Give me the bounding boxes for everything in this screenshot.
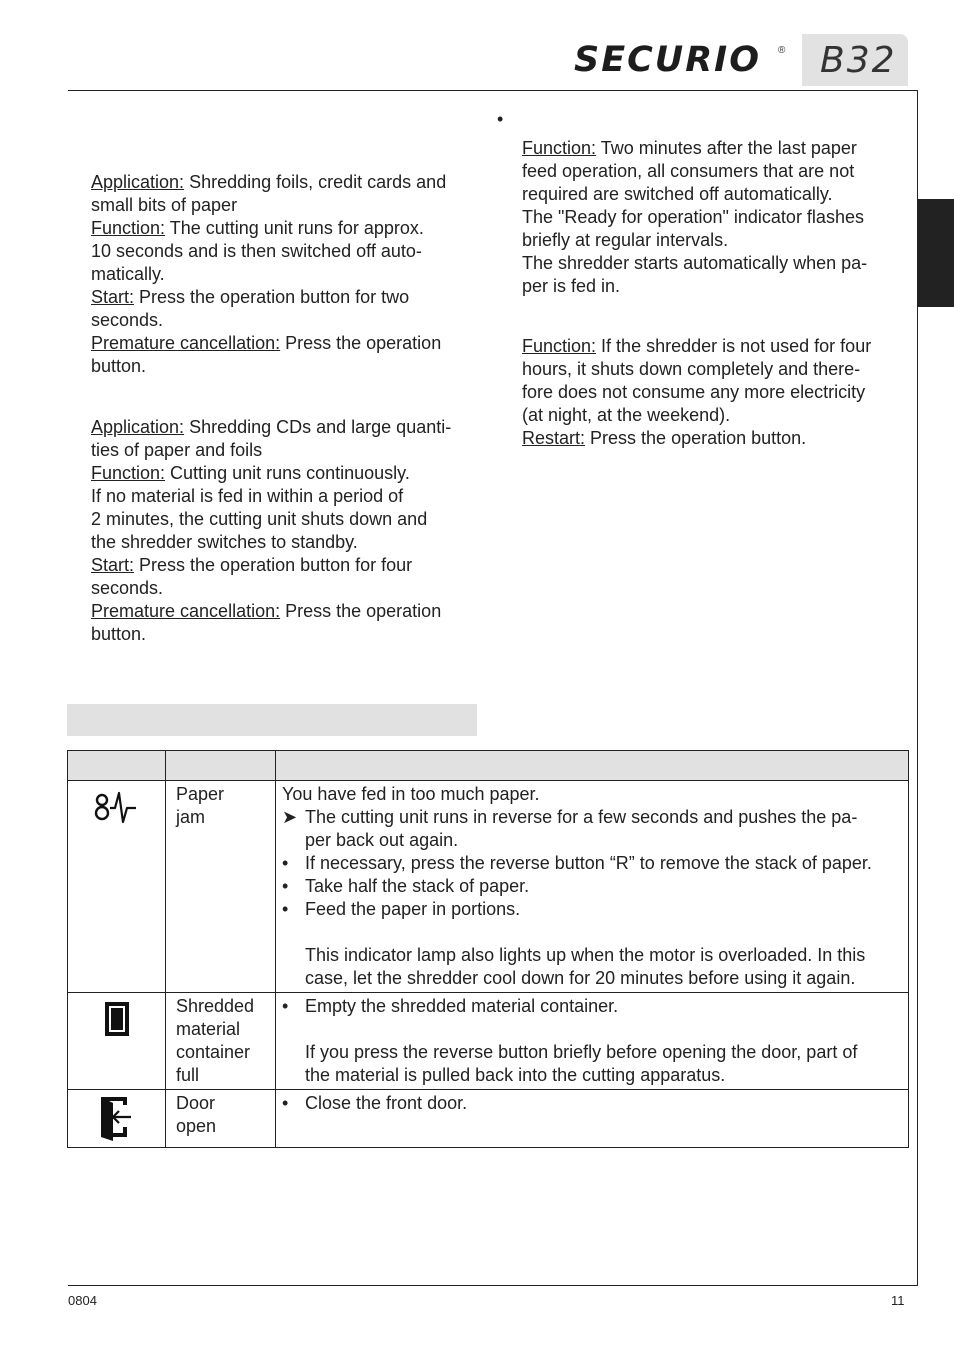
line-text: briefly at regular intervals.	[522, 230, 729, 250]
text-line	[522, 252, 912, 275]
right-block-2	[522, 335, 912, 450]
inline-label: Function:	[91, 218, 166, 238]
text-line	[91, 462, 481, 485]
text-line	[522, 229, 912, 252]
action-line: per back out again.	[305, 830, 459, 850]
bullet-text: Feed the paper in portions.	[305, 899, 521, 919]
line-text: button.	[91, 356, 147, 376]
inline-label: Function:	[522, 138, 597, 158]
line-text: fore does not consume any more electricity	[522, 382, 866, 402]
text-line	[522, 335, 912, 358]
table-row	[68, 993, 909, 1090]
text-line	[91, 485, 481, 508]
inline-label: Application:	[91, 417, 185, 437]
text-line	[91, 217, 481, 240]
line-text: The shredder starts automatically when pa-	[522, 253, 868, 273]
text-line	[522, 160, 912, 183]
text-line	[91, 240, 481, 263]
line-text: the shredder switches to standby.	[91, 532, 358, 552]
inline-label: Premature cancellation:	[91, 333, 281, 353]
action-line: If you press the reverse button briefly before opening the door, part of	[305, 1042, 858, 1062]
right-block-1	[522, 137, 912, 298]
inline-label: Premature cancellation:	[91, 601, 281, 621]
bullet-marker: •	[282, 996, 289, 1016]
status-line: Paper	[176, 784, 225, 804]
right-bullet: •	[497, 109, 504, 129]
action-cell	[276, 993, 909, 1090]
line-text: Shredding foils, credit cards and	[184, 172, 447, 192]
line-text: Cutting unit runs continuously.	[165, 463, 410, 483]
inline-label: Application:	[91, 172, 185, 192]
bullet-marker: •	[282, 1093, 289, 1113]
bullet-marker: •	[282, 876, 289, 896]
inline-label: Function:	[91, 463, 166, 483]
container-full-icon	[102, 999, 132, 1039]
text-line	[91, 309, 481, 332]
text-line	[91, 416, 481, 439]
line-text: Shredding CDs and large quanti-	[184, 417, 452, 437]
header-cell-symbol	[68, 751, 166, 781]
line-text: button.	[91, 624, 147, 644]
action-line	[282, 921, 902, 944]
action-cell	[276, 1090, 909, 1148]
inline-label: Start:	[91, 287, 135, 307]
table-row	[68, 781, 909, 993]
left-block-2	[91, 416, 481, 646]
bullet-line	[282, 875, 902, 898]
status-line: material	[176, 1019, 241, 1039]
line-text: matically.	[91, 264, 165, 284]
table-header-row	[68, 751, 909, 781]
section-tab	[918, 199, 954, 307]
page-number: 11	[891, 1293, 905, 1308]
header-cell-action	[276, 751, 909, 781]
indicator-table	[67, 750, 909, 1148]
action-line: This indicator lamp also lights up when the motor is overloaded. In this	[305, 945, 866, 965]
text-line	[522, 427, 912, 450]
text-line	[91, 577, 481, 600]
inline-label: Restart:	[522, 428, 586, 448]
text-line	[522, 206, 912, 229]
bullet-marker: •	[282, 853, 289, 873]
text-line	[91, 194, 481, 217]
symbol-cell	[68, 993, 166, 1090]
line-text: If the shredder is not used for four	[596, 336, 872, 356]
left-block-1	[91, 171, 481, 378]
status-line: container	[176, 1042, 251, 1062]
line-text: (at night, at the weekend).	[522, 405, 731, 425]
action-line: You have fed in too much paper.	[282, 784, 540, 804]
text-line	[522, 381, 912, 404]
text-line	[91, 263, 481, 286]
line-text: The "Ready for operation" indicator flashes	[522, 207, 864, 227]
text-line	[91, 286, 481, 309]
brand-logo: SECURIO	[574, 40, 761, 80]
status-line: open	[176, 1116, 217, 1136]
registered-mark: ®	[778, 45, 786, 56]
text-line	[91, 600, 481, 623]
line-text: If no material is fed in within a period of	[91, 486, 404, 506]
text-line	[522, 137, 912, 160]
line-text: feed operation, all consumers that are not	[522, 161, 855, 181]
line-text: per is fed in.	[522, 276, 621, 296]
text-line	[91, 439, 481, 462]
paper-jam-icon	[94, 789, 140, 829]
text-line	[522, 358, 912, 381]
line-text: 10 seconds and is then switched off auto-	[91, 241, 422, 261]
section-heading-bar	[67, 704, 477, 736]
text-line	[91, 531, 481, 554]
doc-code: 0804	[68, 1293, 97, 1308]
header-cell-status	[166, 751, 276, 781]
text-line	[522, 275, 912, 298]
text-line	[91, 623, 481, 646]
bullet-text: Take half the stack of paper.	[305, 876, 530, 896]
header-rule	[68, 90, 918, 91]
bullet-line	[282, 806, 902, 829]
status-cell	[166, 1090, 276, 1148]
inline-label: Function:	[522, 336, 597, 356]
line-text: The cutting unit runs for approx.	[165, 218, 424, 238]
bullet-line	[282, 995, 902, 1018]
door-open-icon	[97, 1093, 137, 1141]
model-name: B32	[820, 40, 897, 81]
status-line: jam	[176, 807, 206, 827]
action-cell	[276, 781, 909, 993]
action-line: case, let the shredder cool down for 20 minutes before using it again.	[305, 968, 856, 988]
bullet-marker: •	[282, 899, 289, 919]
bullet-line	[282, 898, 902, 921]
action-line	[282, 1018, 902, 1041]
line-text: Press the operation	[280, 333, 442, 353]
line-text: small bits of paper	[91, 195, 238, 215]
status-cell	[166, 781, 276, 993]
inline-label: Start:	[91, 555, 135, 575]
line-text: Press the operation button for four	[134, 555, 413, 575]
line-text: Two minutes after the last paper	[596, 138, 857, 158]
text-line	[522, 404, 912, 427]
text-line	[91, 355, 481, 378]
line-text: Press the operation button for two	[134, 287, 410, 307]
status-line: full	[176, 1065, 200, 1085]
status-line: Door	[176, 1093, 216, 1113]
line-text: ties of paper and foils	[91, 440, 263, 460]
bullet-text: Close the front door.	[305, 1093, 468, 1113]
text-line	[522, 183, 912, 206]
line-text: hours, it shuts down completely and there-	[522, 359, 861, 379]
bullet-text: If necessary, press the reverse button “R” to remove the stack of paper.	[305, 853, 872, 873]
symbol-cell	[68, 781, 166, 993]
text-line	[91, 171, 481, 194]
symbol-cell	[68, 1090, 166, 1148]
line-text: Press the operation	[280, 601, 442, 621]
bullet-text: Empty the shredded material container.	[305, 996, 619, 1016]
text-line	[91, 554, 481, 577]
bullet-line	[282, 852, 902, 875]
status-line: Shredded	[176, 996, 255, 1016]
text-line	[91, 508, 481, 531]
line-text: 2 minutes, the cutting unit shuts down and	[91, 509, 428, 529]
text-line	[91, 332, 481, 355]
line-text: seconds.	[91, 578, 164, 598]
table-row	[68, 1090, 909, 1148]
bullet-text: The cutting unit runs in reverse for a few seconds and pushes the pa-	[305, 807, 858, 827]
line-text: seconds.	[91, 310, 164, 330]
line-text: required are switched off automatically.	[522, 184, 833, 204]
bullet-marker: ➤	[282, 807, 298, 827]
action-line: the material is pulled back into the cutting apparatus.	[305, 1065, 726, 1085]
bullet-line	[282, 1092, 902, 1115]
footer-rule	[68, 1285, 918, 1286]
line-text: Press the operation button.	[585, 428, 807, 448]
status-cell	[166, 993, 276, 1090]
